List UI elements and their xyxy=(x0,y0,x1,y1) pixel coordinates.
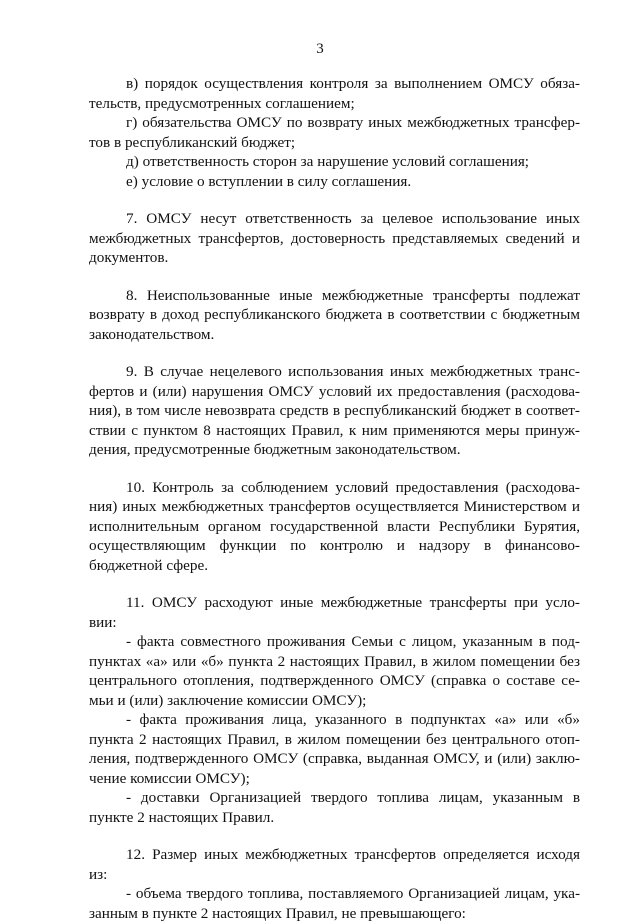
text-line: 7. ОМСУ несут ответственность за целевое использование иных xyxy=(89,209,580,229)
text-line: возврату в доход республиканского бюджета в соответствии с бюджетным xyxy=(89,305,580,325)
text-line: в) порядок осуществления контроля за выполнением ОМСУ обяза- xyxy=(89,74,580,94)
text-line: пункта 2 настоящих Правил, в жилом помещении без центрального отоп- xyxy=(89,730,580,750)
text-line: чение комиссии ОМСУ); xyxy=(89,769,580,789)
text-line: исполнительным органом государственной власти Республики Бурятия, xyxy=(89,517,580,537)
text-line: - доставки Организацией твердого топлива лицам, указанным в xyxy=(89,788,580,808)
document-body xyxy=(89,74,580,923)
text-line: из: xyxy=(89,865,580,885)
paragraph-gap xyxy=(89,268,580,286)
text-line: д) ответственность сторон за нарушение условий соглашения; xyxy=(89,152,580,172)
text-line: пункте 2 настоящих Правил. xyxy=(89,808,580,828)
text-line: мьи и (или) заключение комиссии ОМСУ); xyxy=(89,691,580,711)
text-line: 9. В случае нецелевого использования иных межбюджетных транс- xyxy=(89,362,580,382)
text-line: межбюджетных трансфертов, достоверность представляемых сведений и xyxy=(89,229,580,249)
paragraph-gap xyxy=(89,344,580,362)
text-line: г) обязательства ОМСУ по возврату иных межбюджетных трансфер- xyxy=(89,113,580,133)
paragraph xyxy=(89,845,580,923)
text-line: е) условие о вступлении в силу соглашения. xyxy=(89,172,580,192)
text-line: - факта проживания лица, указанного в подпунктах «а» или «б» xyxy=(89,710,580,730)
text-line: тов в республиканский бюджет; xyxy=(89,133,580,153)
text-line: 12. Размер иных межбюджетных трансфертов определяется исходя xyxy=(89,845,580,865)
text-line: центрального отопления, подтвержденного ОМСУ (справка о составе се- xyxy=(89,671,580,691)
paragraph xyxy=(89,74,580,191)
text-line: 10. Контроль за соблюдением условий предоставления (расходова- xyxy=(89,478,580,498)
page-number: 3 xyxy=(0,40,640,58)
text-line: осуществляющим функции по контролю и надзору в финансово- xyxy=(89,536,580,556)
text-line: ния) иных межбюджетных трансфертов осуществляется Министерством и xyxy=(89,497,580,517)
paragraph xyxy=(89,286,580,345)
paragraph-gap xyxy=(89,191,580,209)
text-line: ствии с пунктом 8 настоящих Правил, к ним применяются меры принуж- xyxy=(89,421,580,441)
paragraph xyxy=(89,478,580,576)
text-line: вии: xyxy=(89,613,580,633)
text-line: пунктах «а» или «б» пункта 2 настоящих Правил, в жилом помещении без xyxy=(89,652,580,672)
text-line: - объема твердого топлива, поставляемого Организацией лицам, ука- xyxy=(89,884,580,904)
text-line: ления, подтвержденного ОМСУ (справка, выданная ОМСУ, и (или) заклю- xyxy=(89,749,580,769)
paragraph-gap xyxy=(89,827,580,845)
paragraph xyxy=(89,593,580,827)
text-line: 8. Неиспользованные иные межбюджетные трансферты подлежат xyxy=(89,286,580,306)
text-line: документов. xyxy=(89,248,580,268)
paragraph xyxy=(89,362,580,460)
text-line: фертов и (или) нарушения ОМСУ условий их предоставления (расходова- xyxy=(89,382,580,402)
paragraph xyxy=(89,209,580,268)
paragraph-gap xyxy=(89,575,580,593)
text-line: тельств, предусмотренных соглашением; xyxy=(89,94,580,114)
text-line: законодательством. xyxy=(89,325,580,345)
text-line: бюджетной сфере. xyxy=(89,556,580,576)
paragraph-gap xyxy=(89,460,580,478)
text-line: занным в пункте 2 настоящих Правил, не превышающего: xyxy=(89,904,580,923)
text-line: ния), в том числе невозврата средств в республиканский бюджет в соответ- xyxy=(89,401,580,421)
text-line: - факта совместного проживания Семьи с лицом, указанным в под- xyxy=(89,632,580,652)
text-line: дения, предусмотренные бюджетным законодательством. xyxy=(89,440,580,460)
text-line: 11. ОМСУ расходуют иные межбюджетные трансферты при усло- xyxy=(89,593,580,613)
